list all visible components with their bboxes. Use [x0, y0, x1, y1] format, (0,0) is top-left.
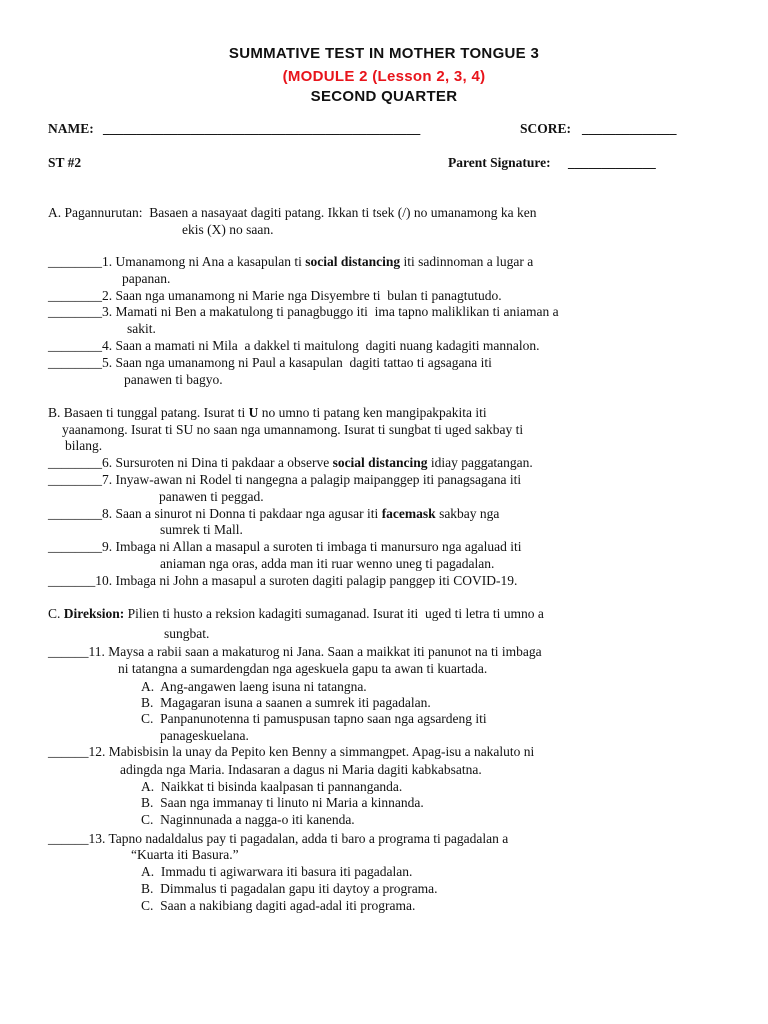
question-11-cont: ni tatangna a sumardengdan nga ageskuela gapu ta awan ti kuartada.: [118, 661, 488, 676]
question-6: ________6. Sursuroten ni Dina ti pakdaar a observe social distancing idiay paggatangan.: [48, 455, 533, 470]
score-label: SCORE:: [520, 121, 572, 136]
score-line: ______________: [582, 121, 677, 136]
test-title: SUMMATIVE TEST IN MOTHER TONGUE 3: [228, 45, 540, 62]
question-9-cont: aniaman nga oras, adda man iti ruar wenno uneg ti pagadalan.: [160, 556, 495, 571]
question-3: ________3. Mamati ni Ben a makatulong ti panagbuggo iti ima tapno maliklikan ti aniaman a: [48, 304, 559, 319]
choice-13-b: B. Dimmalus ti pagadalan gapu iti daytoy a programa.: [141, 881, 438, 896]
name-line: _______________________________________________: [103, 121, 421, 136]
question-5-cont: panawen ti bagyo.: [124, 372, 223, 387]
section-a-instruction-cont: ekis (X) no saan.: [182, 222, 274, 237]
question-3-cont: sakit.: [127, 321, 156, 336]
question-1-cont: papanan.: [122, 271, 171, 286]
question-7: ________7. Inyaw-awan ni Rodel ti nangegna a palagip maipanggep iti panagsagana iti: [48, 472, 522, 487]
module-subtitle: (MODULE 2 (Lesson 2, 3, 4): [282, 68, 486, 85]
section-b-instruction-cont-2: bilang.: [65, 438, 103, 453]
name-label: NAME:: [48, 121, 94, 136]
choice-11-a: A. Ang-angawen laeng isuna ni tatangna.: [141, 679, 367, 694]
choice-11-b: B. Magagaran isuna a saanen a sumrek iti pagadalan.: [141, 695, 431, 710]
section-a-instruction: A. Pagannurutan: Basaen a nasayaat dagiti patang. Ikkan ti tsek (/) no umanamong ka ken: [48, 205, 537, 220]
question-8-cont: sumrek ti Mall.: [160, 522, 243, 537]
parent-signature-line: _____________: [568, 155, 656, 170]
choice-11-c-cont: panageskuelana.: [160, 728, 249, 743]
question-9: ________9. Imbaga ni Allan a masapul a suroten ti imbaga ti manursuro nga agaluad iti: [48, 539, 522, 554]
section-b-instruction: B. Basaen ti tunggal patang. Isurat ti U no umno ti patang ken mangipakpakita iti: [48, 405, 487, 420]
question-10: _______10. Imbaga ni John a masapul a suroten dagiti palagip panggep iti COVID-19.: [48, 573, 518, 588]
question-13-cont: “Kuarta iti Basura.”: [131, 847, 239, 862]
st-label: ST #2: [48, 155, 82, 170]
question-12: ______12. Mabisbisin la unay da Pepito ken Benny a simmangpet. Apag-isu a nakaluto ni: [48, 744, 535, 759]
question-8: ________8. Saan a sinurot ni Donna ti pakdaar nga agusar iti facemask sakbay nga: [48, 506, 500, 521]
choice-12-a: A. Naikkat ti bisinda kaalpasan ti pannanganda.: [141, 779, 403, 794]
quarter-heading: SECOND QUARTER: [310, 88, 458, 105]
question-1: ________1. Umanamong ni Ana a kasapulan ti social distancing iti sadinnoman a lugar a: [48, 254, 534, 269]
question-13: ______13. Tapno nadaldalus pay ti pagadalan, adda ti baro a programa ti pagadalan a: [48, 831, 509, 846]
question-12-cont: adingda nga Maria. Indasaran a dagus ni Maria dagiti kabkabsatna.: [120, 762, 482, 777]
question-7-cont: panawen ti peggad.: [159, 489, 264, 504]
question-11: ______11. Maysa a rabii saan a makaturog ni Jana. Saan a maikkat iti panunot na ti imbaga: [48, 644, 542, 659]
parent-signature-label: Parent Signature:: [448, 155, 551, 170]
section-c-instruction-cont: sungbat.: [164, 626, 210, 641]
section-c-instruction: C. Direksion: Pilien ti husto a reksion kadagiti sumaganad. Isurat iti uged ti letra ti umno a: [48, 606, 544, 621]
choice-11-c: C. Panpanunotenna ti pamuspusan tapno saan nga agsardeng iti: [141, 711, 487, 726]
question-4: ________4. Saan a mamati ni Mila a dakkel ti maitulong dagiti nuang kadagiti mannalon.: [48, 338, 540, 353]
choice-12-c: C. Naginnunada a nagga-o iti kanenda.: [141, 812, 355, 827]
question-5: ________5. Saan nga umanamong ni Paul a kasapulan dagiti tattao ti agsagana iti: [48, 355, 492, 370]
choice-13-c: C. Saan a nakibiang dagiti agad-adal iti programa.: [141, 898, 416, 913]
choice-12-b: B. Saan nga immanay ti linuto ni Maria a kinnanda.: [141, 795, 424, 810]
question-2: ________2. Saan nga umanamong ni Marie nga Disyembre ti bulan ti panagtutudo.: [48, 288, 502, 303]
choice-13-a: A. Immadu ti agiwarwara iti basura iti pagadalan.: [141, 864, 413, 879]
section-b-instruction-cont: yaanamong. Isurat ti SU no saan nga umannamong. Isurat ti sungbat ti uged sakbay ti: [62, 422, 524, 437]
